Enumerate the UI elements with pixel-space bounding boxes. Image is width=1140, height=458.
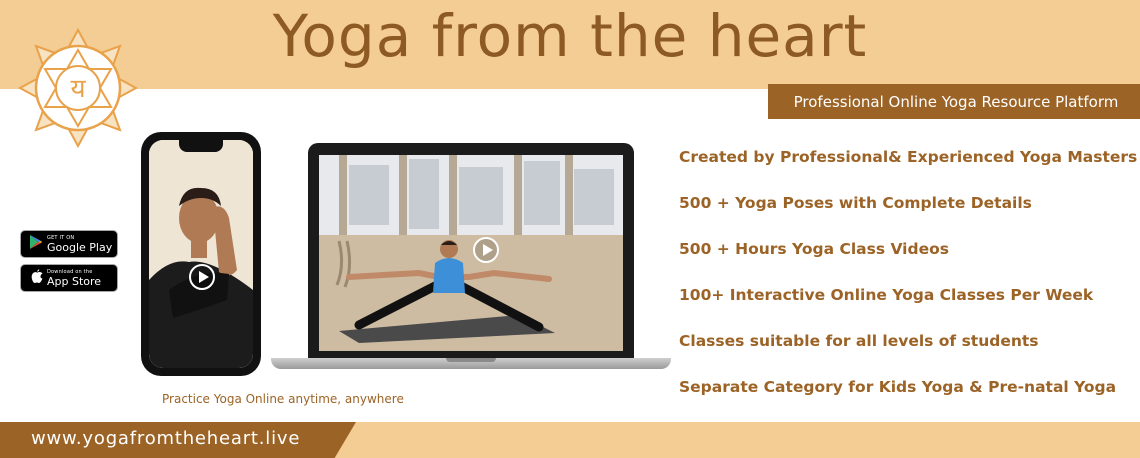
- google-play-small-label: GET IT ON: [47, 234, 75, 241]
- feature-item: Separate Category for Kids Yoga & Pre-natal Yoga: [679, 378, 1117, 396]
- laptop-play-icon[interactable]: [473, 237, 499, 263]
- google-play-badge[interactable]: [20, 230, 118, 258]
- feature-item: 100+ Interactive Online Yoga Classes Per Week: [679, 286, 1094, 304]
- laptop-notch: [446, 358, 496, 362]
- feature-item: Created by Professional& Experienced Yoga Masters: [679, 148, 1138, 166]
- laptop-mockup: [308, 143, 634, 361]
- class-video-illustration: [319, 155, 623, 351]
- google-play-label: Google Play: [47, 240, 113, 254]
- logo-glyph: य: [70, 74, 86, 104]
- feature-list: [679, 146, 1137, 422]
- phone-play-icon[interactable]: [189, 264, 215, 290]
- feature-item: 500 + Hours Yoga Class Videos: [679, 240, 949, 258]
- website-link[interactable]: www.yogafromtheheart.live: [31, 428, 301, 449]
- subtitle-banner: Professional Online Yoga Resource Platform: [768, 84, 1140, 119]
- feature-item: 500 + Yoga Poses with Complete Details: [679, 194, 1032, 212]
- google-play-icon: [25, 234, 47, 254]
- phone-video[interactable]: [149, 140, 253, 368]
- laptop-video[interactable]: [319, 155, 623, 351]
- instructor-illustration: [149, 140, 253, 368]
- feature-item: Classes suitable for all levels of students: [679, 332, 1039, 350]
- apple-icon: [25, 269, 47, 288]
- page-title: Yoga from the heart: [272, 2, 868, 70]
- phone-notch: [179, 140, 223, 152]
- app-store-label: App Store: [47, 274, 102, 288]
- chakra-logo: [16, 26, 140, 150]
- practice-caption: Practice Yoga Online anytime, anywhere: [162, 392, 404, 406]
- app-store-small-label: Download on the: [47, 268, 93, 275]
- app-store-badge[interactable]: [20, 264, 118, 292]
- phone-mockup: [141, 132, 261, 376]
